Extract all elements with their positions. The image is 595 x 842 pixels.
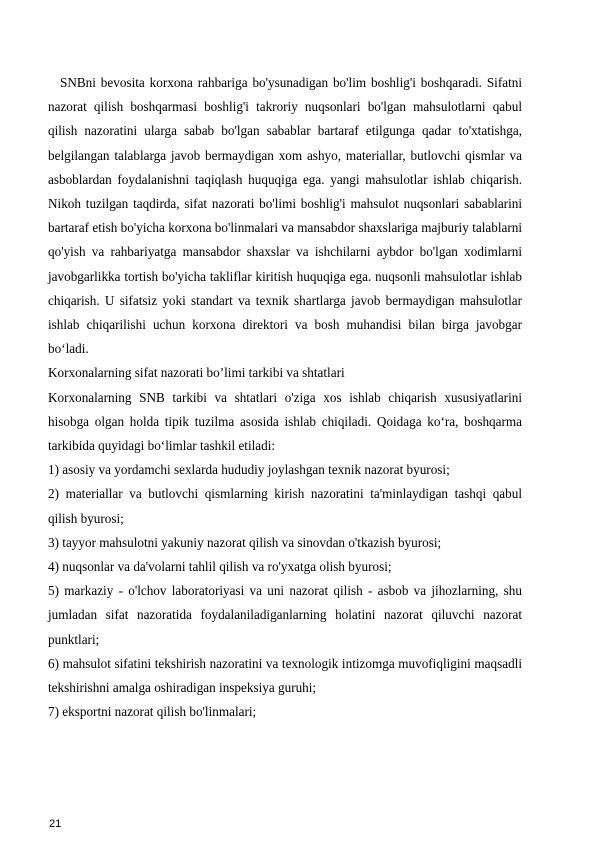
paragraph-snb-structure: Korxonalarning SNB tarkibi va shtatlari o'ziga xos ishlab chiqarish xususiyatlarini hisobga olgan holda tipik tuzilma asosida ishlab chiqiladi. Qoidaga ko‘ra, boshqarma tarkibida quyidagi bo‘limlar tashkil etiladi: <box>48 389 522 454</box>
list-item: 6) mahsulot sifatini tekshirish nazoratini va texnologik intizomga muvofiqligini maqsadli tekshirishni amalga oshiradigan inspeksiya guruhi; <box>48 655 522 696</box>
list-item: 7) eksportni nazorat qilish bo'linmalari; <box>48 704 257 720</box>
list-item: 5) markaziy - o'lchov laboratoriyasi va uni nazorat qilish - asbob va jihozlarning, shu jumladan sifat nazoratida foydalaniladiganlarning holatini nazorat qiluvchi nazorat punktlari; <box>48 583 522 647</box>
document-body <box>48 71 522 724</box>
list-item: 4) nuqsonlar va da'volarni tahlil qilish va ro'yxatga olish byurosi; <box>48 559 392 575</box>
list-item: 3) tayyor mahsulotni yakuniy nazorat qilish va sinovdan o'tkazish byurosi; <box>48 534 442 550</box>
list-item: 1) asosiy va yordamchi sexlarda hududiy joylashgan texnik nazorat byurosi; <box>48 462 450 478</box>
paragraph-snb-management: SNBni bevosita korxona rahbariga bo'ysunadigan bo'lim boshlig'i boshqaradi. Sifatni nazorat qilish boshqarmasi boshlig'i takroriy nuqsonlari bo'lgan mahsulotlarni qabul qilish nazoratini ularga sabab bo'lgan sabablar bartaraf etilgunga qadar to'xtatishga, belgilangan talablarga javob bermaydigan xom ashyo, materiallar, butlovchi qismlar va asboblardan foydalanishni taqiqlash huquqiga ega. yangi mahsulotlar ishlab chiqarish. Nikoh tuzilgan taqdirda, sifat nazorati bo'limi boshlig'i mahsulot nuqsonlari sabablarini bartaraf etish bo'yicha korxona bo'linmalari va mansabdor shaxslariga majburiy talablarni qo'yish va rahbariyatga mansabdor shaxslar va ishchilarni aybdor bo'lgan xodimlarni javobgarlikka tortish bo'yicha takliflar kiritish huquqiga ega. nuqsonli mahsulotlar ishlab chiqarish. U sifatsiz yoki standart va texnik shartlarga javob bermaydigan mahsulotlar ishlab chiqarilishi uchun korxona direktori va bosh muhandisi bilan birga javobgar bo‘ladi. <box>48 75 522 357</box>
page-number: 21 <box>49 818 62 830</box>
section-heading: Korxonalarning sifat nazorati bo’limi tarkibi va shtatlari <box>48 365 345 381</box>
list-item: 2) materiallar va butlovchi qismlarning kirish nazoratini ta'minlaydigan tashqi qabul qilish byurosi; <box>48 486 522 526</box>
